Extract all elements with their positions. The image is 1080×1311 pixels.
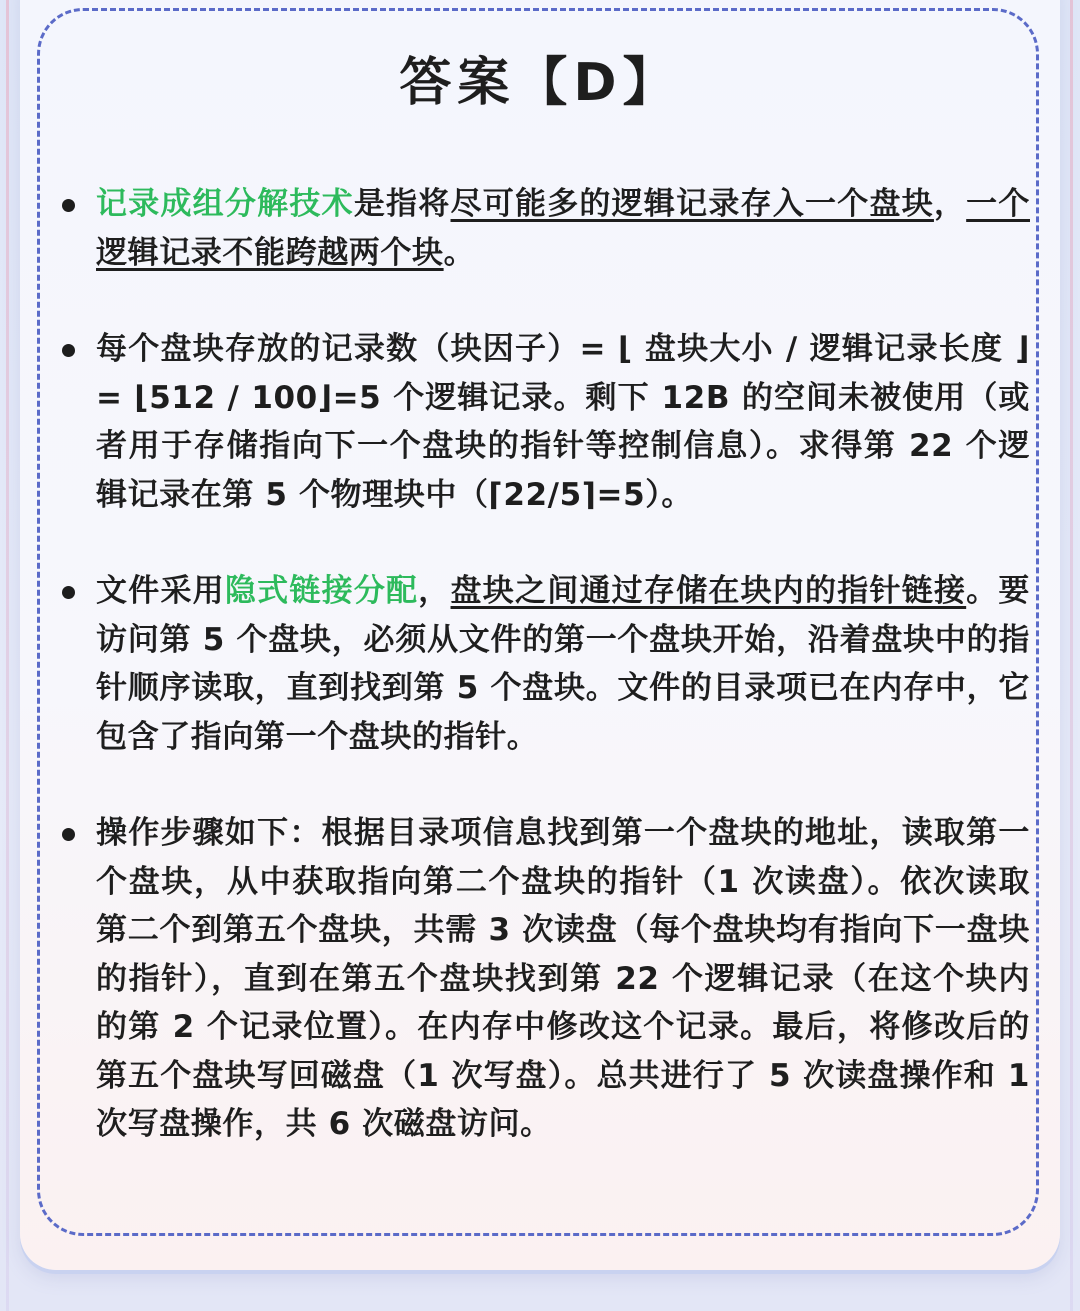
- explanation-item-3: [60, 567, 1030, 761]
- bullet-icon: [62, 344, 75, 357]
- explanation-item-4: [60, 809, 1030, 1149]
- item-text: [96, 325, 1030, 519]
- background-decoration-right: [1070, 0, 1073, 1311]
- term-highlight: 记录成组分解技术: [96, 186, 354, 222]
- underlined-text: 尽可能多的逻辑记录存入一个盘块: [450, 186, 934, 222]
- answer-title: 答案【D】: [399, 53, 681, 113]
- explanation-item-2: [60, 325, 1030, 519]
- text-segment: ，: [933, 186, 967, 222]
- item-text: [96, 567, 1030, 761]
- text-segment: 是指将: [353, 186, 451, 222]
- text-segment: 。要访问第 5 个盘块，必须从文件的第一个盘块开始，沿着盘块中的指针顺序读取，直到找到第 5 个盘块。文件的目录项已在内存中，它包含了指向第一个盘块的指针。: [96, 573, 1030, 755]
- explanation-list: [60, 180, 1030, 1197]
- text-segment: 每个盘块存放的记录数（块因子）= ⌊ 盘块大小 / 逻辑记录长度 ⌋= ⌊512 / 100⌋=5 个逻辑记录。剩下 12B 的空间未被使用（或者用于存储指向下一个盘块的指针等控制信息）。求得第 22 个逻辑记录在第 5 个物理块中（⌈22/5⌉=5）。: [96, 331, 1030, 513]
- underlined-text: 一个逻辑记录不能跨越两个块: [96, 186, 1030, 271]
- item-text: [96, 809, 1030, 1149]
- item-text: [96, 180, 1030, 277]
- explanation-item-1: [60, 180, 1030, 277]
- bullet-icon: [62, 828, 75, 841]
- text-segment: 。: [443, 234, 476, 271]
- bullet-icon: [62, 586, 75, 599]
- text-segment: 文件采用: [96, 573, 225, 609]
- underlined-text: 盘块之间通过存储在块内的指针链接: [450, 573, 967, 609]
- text-segment: ，: [418, 573, 451, 609]
- text-segment: 操作步骤如下：根据目录项信息找到第一个盘块的地址，读取第一个盘块，从中获取指向第二个盘块的指针（1 次读盘）。依次读取第二个到第五个盘块，共需 3 次读盘（每个盘块均有指向下一盘块的指针），直到在第五个盘块找到第 22 个逻辑记录（在这个块内的第 2 个记录位置）。在内存中修改这个记录。最后，将修改后的第五个盘块写回磁盘（1 次写盘）。总共进行了 5 次读盘操作和 1 次写盘操作，共 6 次磁盘访问。: [96, 815, 1030, 1142]
- bullet-icon: [62, 199, 75, 212]
- background-decoration-left: [6, 0, 9, 1311]
- term-highlight: 隐式链接分配: [224, 573, 419, 609]
